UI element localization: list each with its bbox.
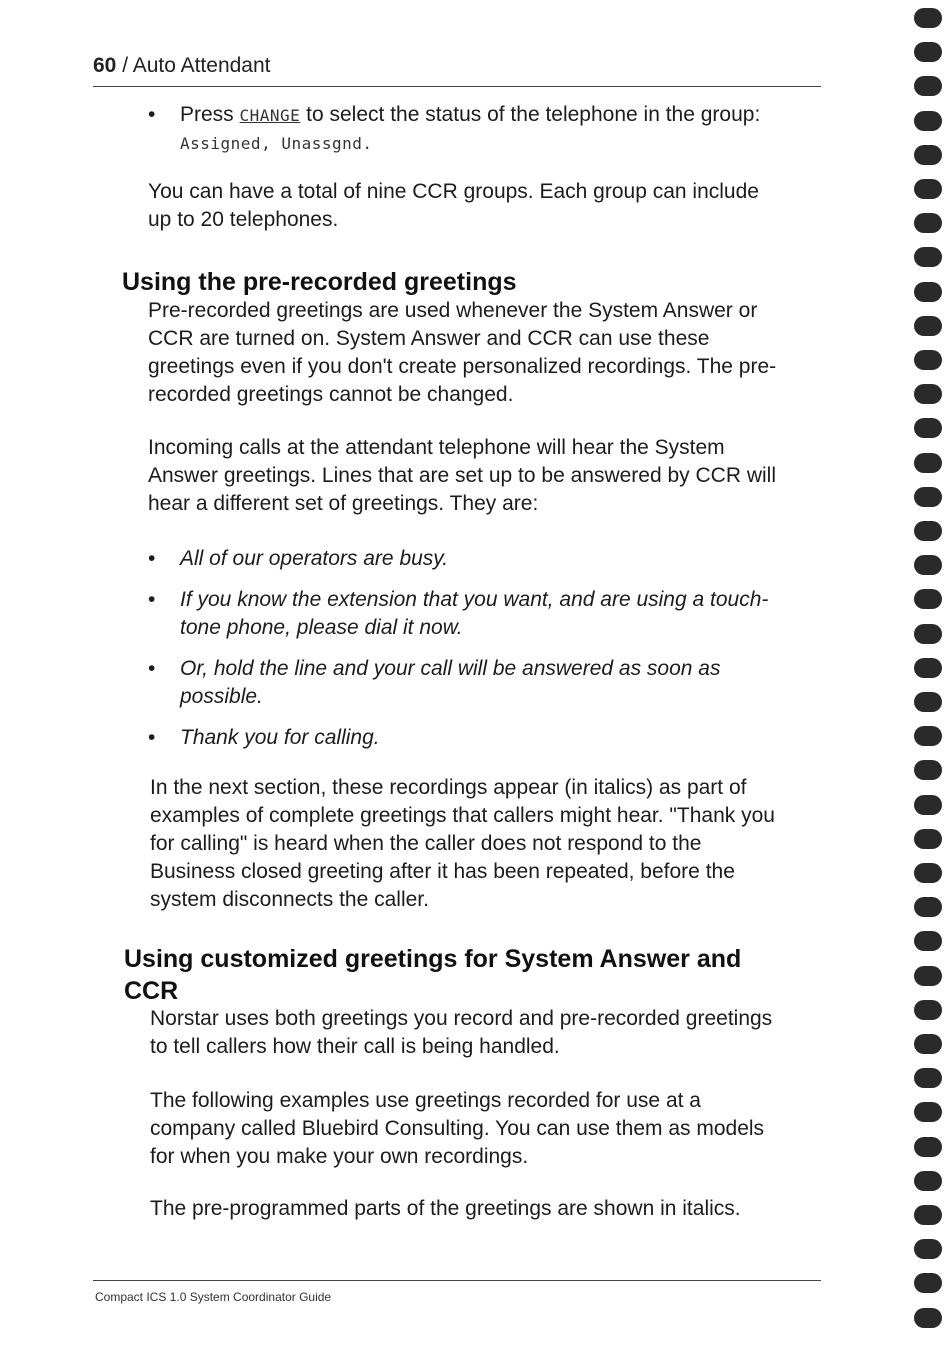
section-heading-customized [124, 943, 741, 1007]
change-instruction [180, 101, 760, 158]
binding-hole [914, 1068, 942, 1088]
prerecorded-paragraph-2 [148, 434, 776, 518]
text-line: Business closed greeting after it has been repeated, before the [150, 860, 735, 883]
binding-hole [914, 350, 942, 370]
bullet-dot: • [148, 726, 156, 749]
greeting-text [180, 724, 380, 752]
binding-hole [914, 1034, 942, 1054]
binding-hole [914, 247, 942, 267]
text-line: up to 20 telephones. [148, 208, 339, 231]
change-key-label: CHANGE [239, 106, 301, 125]
bullet-dot: • [148, 103, 156, 126]
section-heading-prerecorded: Using the pre-recorded greetings [122, 268, 517, 296]
greeting-item [148, 586, 828, 646]
binding-hole [914, 76, 942, 96]
text-line: The pre-programmed parts of the greetings are shown in italics. [150, 1197, 741, 1220]
text-line: to tell callers how their call is being handled. [150, 1035, 560, 1058]
greeting-item [148, 545, 828, 575]
text-line: for when you make your own recordings. [150, 1145, 529, 1168]
greeting-text [180, 655, 720, 711]
greeting-item [148, 724, 828, 754]
customized-paragraph-2 [150, 1087, 764, 1171]
binding-hole [914, 1239, 942, 1259]
binding-hole [914, 487, 942, 507]
binding-hole [914, 179, 942, 199]
text-line: Pre-recorded greetings are used whenever the System Answer or [148, 299, 758, 322]
customized-paragraph-3 [150, 1195, 741, 1223]
text-line: The following examples use greetings recorded for use at a [150, 1089, 701, 1112]
text-line: Incoming calls at the attendant telephone will hear the System [148, 436, 725, 459]
binding-hole [914, 829, 942, 849]
text-line: Thank you for calling. [180, 726, 380, 749]
spiral-binding [910, 0, 950, 1345]
binding-hole [914, 1273, 942, 1293]
binding-hole [914, 624, 942, 644]
binding-hole [914, 1171, 942, 1191]
binding-hole [914, 453, 942, 473]
header-rule [93, 86, 821, 87]
binding-hole [914, 145, 942, 165]
change-bullet [148, 101, 828, 161]
text-line: tone phone, please dial it now. [180, 616, 463, 639]
text-line: possible. [180, 685, 263, 708]
binding-hole [914, 658, 942, 678]
text-line: greetings even if you don't create personalized recordings. The pre- [148, 355, 777, 378]
binding-hole [914, 966, 942, 986]
binding-hole [914, 1308, 942, 1328]
text-line: Norstar uses both greetings you record and pre-recorded greetings [150, 1007, 773, 1030]
binding-hole [914, 42, 942, 62]
text-line: Or, hold the line and your call will be answered as soon as [180, 657, 721, 680]
binding-hole [914, 760, 942, 780]
binding-hole [914, 316, 942, 336]
text-line: In the next section, these recordings appear (in italics) as part of [150, 776, 747, 799]
change-suffix-text: to select the status of the telephone in the group: [300, 103, 761, 126]
binding-hole [914, 111, 942, 131]
text-line: If you know the extension that you want, and are using a touch- [180, 588, 769, 611]
text-line: company called Bluebird Consulting. You can use them as models [150, 1117, 765, 1140]
prerecorded-paragraph-1 [148, 297, 776, 409]
prerecorded-paragraph-3 [150, 774, 775, 914]
text-line: CCR are turned on. System Answer and CCR can use these [148, 327, 710, 350]
status-options: Assigned, Unassgnd. [180, 134, 373, 153]
binding-hole [914, 555, 942, 575]
binding-hole [914, 692, 942, 712]
footer-rule [93, 1280, 821, 1281]
bullet-dot: • [148, 588, 156, 611]
binding-hole [914, 213, 942, 233]
header-section: Auto Attendant [132, 54, 271, 77]
text-line: All of our operators are busy. [180, 547, 449, 570]
text-line: examples of complete greetings that callers might hear. "Thank you [150, 804, 775, 827]
binding-hole [914, 8, 942, 28]
text-line: for calling" is heard when the caller does not respond to the [150, 832, 702, 855]
text-line: You can have a total of nine CCR groups. Each group can include [148, 180, 759, 203]
greeting-text [180, 586, 768, 642]
greeting-text [180, 545, 448, 573]
heading-line: CCR [124, 977, 179, 1005]
text-line: system disconnects the caller. [150, 888, 429, 911]
binding-hole [914, 897, 942, 917]
binding-hole [914, 1102, 942, 1122]
header-separator: / [116, 54, 133, 77]
binding-hole [914, 863, 942, 883]
binding-hole [914, 589, 942, 609]
text-line: recorded greetings cannot be changed. [148, 383, 514, 406]
customized-paragraph-1 [150, 1005, 772, 1061]
binding-hole [914, 795, 942, 815]
page-header [93, 54, 271, 78]
text-line: Answer greetings. Lines that are set up to be answered by CCR will [148, 464, 776, 487]
press-text: Press [180, 103, 240, 126]
bullet-dot: • [148, 547, 156, 570]
binding-hole [914, 521, 942, 541]
binding-hole [914, 282, 942, 302]
ccr-groups-paragraph [148, 178, 759, 234]
page-footer: Compact ICS 1.0 System Coordinator Guide [95, 1290, 332, 1304]
greeting-item [148, 655, 828, 715]
binding-hole [914, 384, 942, 404]
bullet-dot: • [148, 657, 156, 680]
binding-hole [914, 726, 942, 746]
binding-hole [914, 418, 942, 438]
text-line: hear a different set of greetings. They are: [148, 492, 539, 515]
binding-hole [914, 1205, 942, 1225]
binding-hole [914, 1137, 942, 1157]
page-number: 60 [93, 54, 117, 77]
binding-hole [914, 1000, 942, 1020]
binding-hole [914, 931, 942, 951]
heading-line: Using customized greetings for System Answer and [124, 945, 742, 973]
